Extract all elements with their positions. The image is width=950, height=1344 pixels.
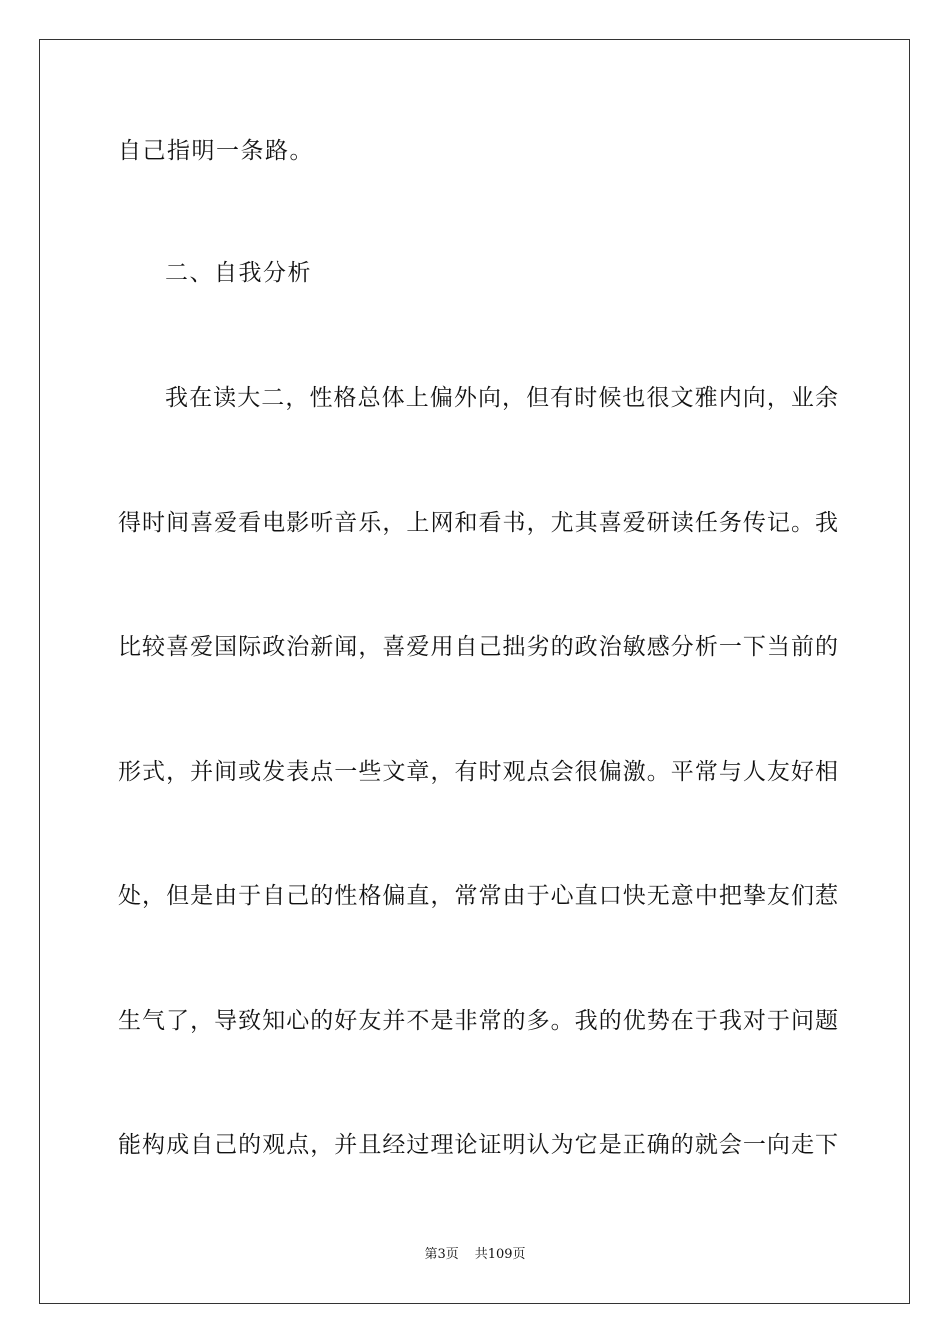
- section-heading: 二、自我分析: [165, 260, 312, 286]
- text-line-9: 能构成自己的观点，并且经过理论证明认为它是正确的就会一向走下: [118, 1132, 838, 1158]
- text-line-3: 我在读大二，性格总体上偏外向，但有时候也很文雅内向，业余: [165, 385, 838, 411]
- text-line-4: 得时间喜爱看电影听音乐，上网和看书，尤其喜爱研读任务传记。我: [118, 510, 838, 536]
- text-line-1: 自己指明一条路。: [118, 138, 314, 164]
- text-line-5: 比较喜爱国际政治新闻，喜爱用自己拙劣的政治敏感分析一下当前的: [118, 634, 838, 660]
- text-line-8: 生气了，导致知心的好友并不是非常的多。我的优势在于我对于问题: [118, 1008, 838, 1034]
- text-line-7: 处，但是由于自己的性格偏直，常常由于心直口快无意中把挚友们惹: [118, 883, 838, 909]
- page-border: [39, 39, 910, 1304]
- page-number: 第3页: [424, 1247, 459, 1262]
- text-line-6: 形式，并间或发表点一些文章，有时观点会很偏激。平常与人友好相: [118, 759, 838, 785]
- page-total: 共109页: [474, 1247, 526, 1262]
- page-footer: [0, 1246, 950, 1264]
